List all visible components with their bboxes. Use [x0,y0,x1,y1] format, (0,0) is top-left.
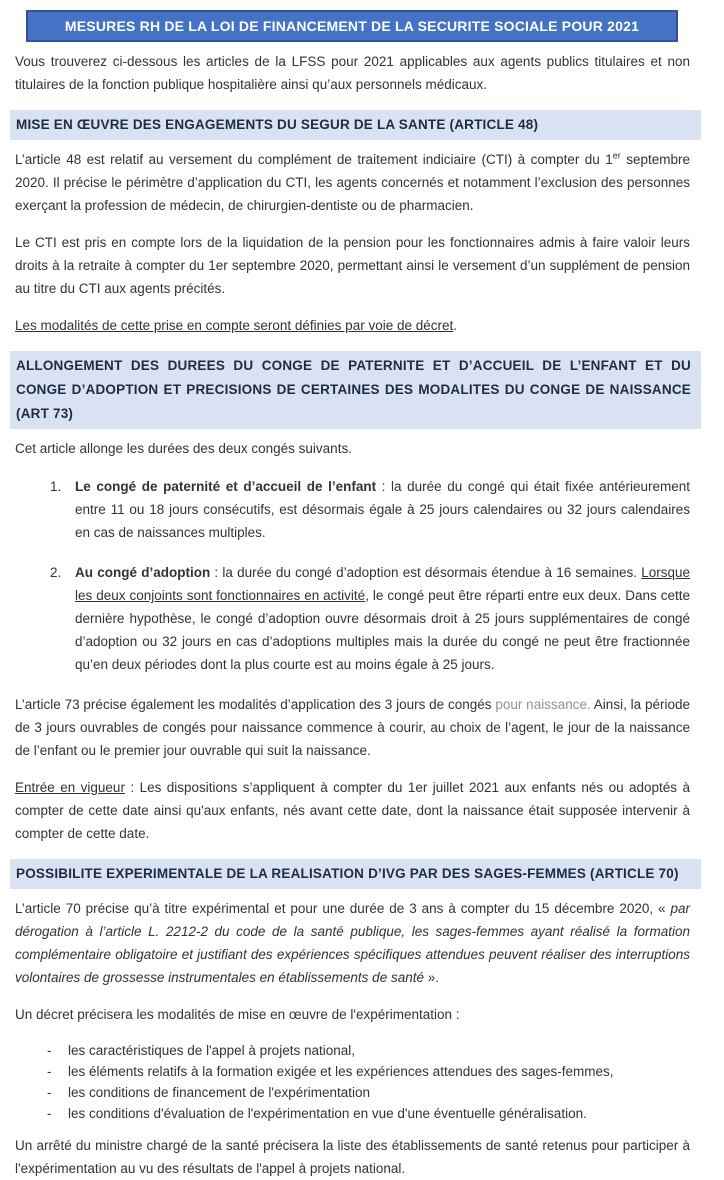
list-item [47,1061,690,1082]
numbered-item-1 [50,475,690,544]
list-item [47,1040,690,1061]
ivg-p1-italic-quote: par dérogation à l’article L. 2212-2 du code de la santé publique, les sages-femmes ayant réalisé la formation complémentaire obligatoire et justifiant des expériences spécifiques attendues peuvent réaliser des interruptions volontaires de grossesse instrumentales en établissements de santé [15,901,690,985]
dash-marker: - [47,1043,52,1058]
segur-p3-underlined: Les modalités de cette prise en compte seront définies par voie de décret [15,318,454,333]
item-2-number: 2. [50,565,62,580]
list-item [47,1082,690,1103]
segur-paragraph-2: Le CTI est pris en compte lors de la liquidation de la pension pour les fonctionnaires admis à faire valoir leurs droits à la retraite à compter du 1er septembre 2020, permettant ainsi le versement d’un supplément de pension au titre du CTI aux agents précités. [15,235,690,296]
vigueur-underlined-lead: Entrée en vigueur [15,780,125,795]
numbered-item-2 [50,561,690,676]
ivg-paragraph-arrete: Un arrêté du ministre chargé de la santé précisera la liste des établissements de santé retenus pour participer à l'expérimentation au vu des résultats de l'appel à projets national. [15,1138,690,1176]
conges-paragraph-naissance [15,693,690,762]
ivg-p1-normal: L’article 70 précise qu’à titre expérimental et pour une durée de 3 ans à compter du 15 décembre 2020, « [15,901,671,916]
list-item-text: les éléments relatifs à la formation exigée et les expériences attendues des sages-femmes, [68,1064,614,1079]
superscript-er: er [612,150,621,161]
ivg-paragraph-1 [15,897,690,989]
conges-intro: Cet article allonge les durées des deux congés suivants. [15,441,352,456]
item-1-text [75,475,690,544]
list-item [47,1103,690,1124]
item-2-text [75,561,690,676]
item-2-rest: , le congé peut être réparti entre eux deux. Dans cette dernière hypothèse, le congé d’adoption ouvre désormais droit à 25 jours supplémentaires de congé d’adoption ou 32 jours en cas d’adoptions multiples mais la durée du congé ne peut être fractionnée qu’en deux périodes dont la plus courte est au moins égale à 25 jours. [75,588,690,672]
item-1-bold-lead: Le congé de paternité et d’accueil de l’enfant [75,479,377,494]
ivg-paragraph-decret: Un décret précisera les modalités de mise en œuvre de l'expérimentation : [15,1007,460,1022]
section-heading-conges-art-73: ALLONGEMENT DES DUREES DU CONGE DE PATERNITE ET D’ACCUEIL DE L’ENFANT ET DU CONGE D’ADOPTION ET PRECISIONS DE CERTAINES DES MODALITES DU CONGE DE NAISSANCE (ART 73) [10,351,701,429]
item-2-bold-lead: Au congé d’adoption [75,565,211,580]
intro-paragraph: Vous trouverez ci-dessous les articles de la LFSS pour 2021 applicables aux agents publics titulaires et non titulaires de la fonction publique hospitalière ainsi qu’aux personnels médicaux. [15,54,690,92]
list-item-text: les caractéristiques de l'appel à projets national, [68,1043,355,1058]
dash-marker: - [47,1106,52,1121]
segur-paragraph-3 [15,314,690,337]
segur-p3-period: . [453,318,458,333]
section-heading-segur-article-48: MISE EN ŒUVRE DES ENGAGEMENTS DU SEGUR DE LA SANTE (ARTICLE 48) [10,110,701,140]
item-1-rest: : la durée du congé qui était fixée antérieurement entre 11 ou 18 jours consécutifs, est désormais égale à 25 jours calendaires ou 32 jours calendaires en cas de naissances multiples. [75,479,690,540]
segur-paragraph-1 [15,148,690,217]
segur-p1-text: L’article 48 est relatif au versement du complément de traitement indiciaire (CTI) à compter du 1 [15,152,613,167]
vigueur-rest: : Les dispositions s’appliquent à compter du 1er juillet 2021 aux enfants nés ou adoptés à compter de cette date ainsi qu'aux enfants, nés avant cette date, dont la naissance était supposée intervenir à compter de cette date. [15,780,690,841]
naissance-text-end: Ainsi, la période de 3 jours ouvrables de congés pour naissance commence à courir, au choix de l’agent, le jour de la naissance de l’enfant ou le premier jour ouvrable qui suit la naissance. [15,697,690,758]
ivg-dash-list [47,1040,690,1124]
naissance-text-start: L’article 73 précise également les modalités d’application des 3 jours de congés [15,697,496,712]
dash-marker: - [47,1064,52,1079]
conges-paragraph-vigueur [15,776,690,845]
ivg-p1-end: ». [423,970,439,985]
list-item-text: les conditions de financement de l'expérimentation [68,1085,371,1100]
dash-marker: - [47,1085,52,1100]
item-2-mid: : la durée du congé d’adoption est désormais étendue à 16 semaines. [210,565,642,580]
item-1-number: 1. [50,479,62,494]
item-2-underlined: Lorsque les deux conjoints sont fonctionnaires en activité [75,565,690,603]
segur-p1-text-cont: septembre 2020. Il précise le périmètre d’application du CTI, les agents concernés et notamment l’exclusion des personnes exerçant la profession de médecin, de chirurgien-dentiste ou de pharmacien. [15,152,690,213]
document-title: MESURES RH DE LA LOI DE FINANCEMENT DE LA SECURITE SOCIALE POUR 2021 [26,10,678,42]
list-item-text: les conditions d'évaluation de l'expérimentation en vue d'une éventuelle généralisation. [68,1106,587,1121]
naissance-gray-text: pour naissance. [495,697,591,712]
section-heading-ivg-article-70: POSSIBILITE EXPERIMENTALE DE LA REALISATION D’IVG PAR DES SAGES-FEMMES (ARTICLE 70) [10,859,701,889]
